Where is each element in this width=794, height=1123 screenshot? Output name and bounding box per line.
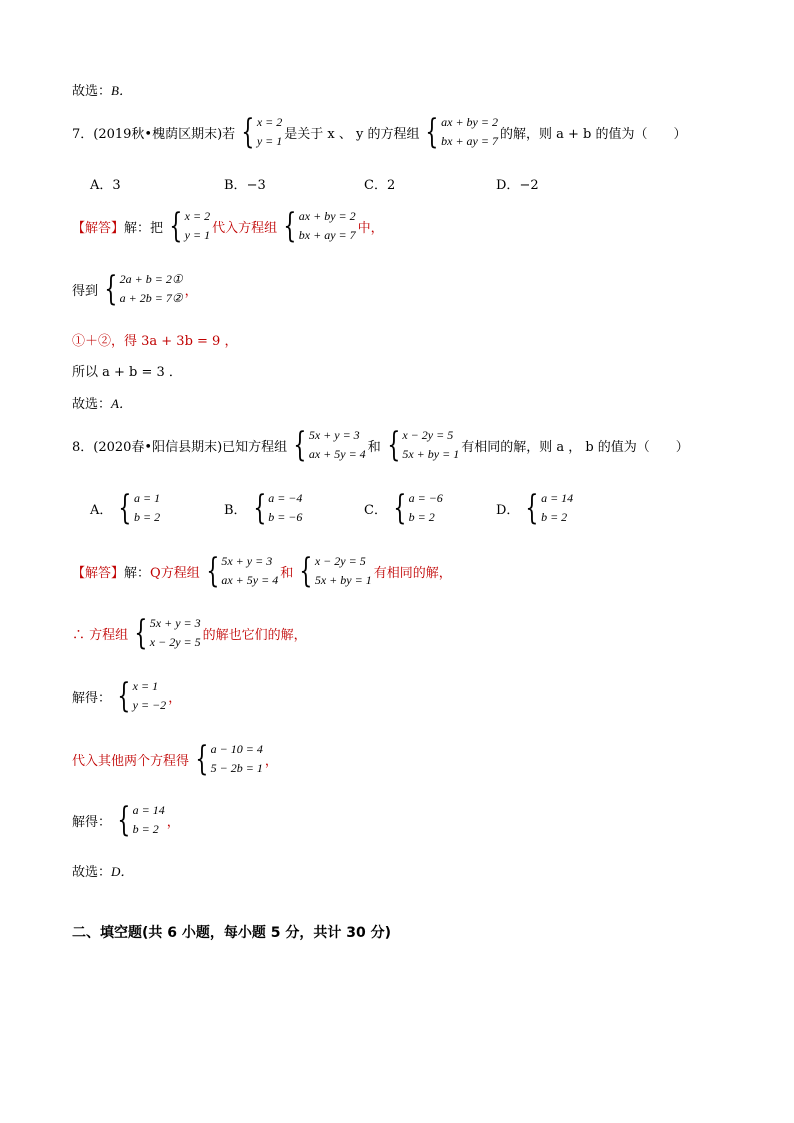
brace-icon: { [387,425,401,465]
equation: bx + ay = 7 [298,228,356,242]
answer-text: 解： [124,565,151,581]
equation: y = −2 [132,698,167,712]
answer-text: 代入其他两个方程得 [72,753,190,769]
equation: x − 2y = 5 [149,635,201,649]
q7-got [72,270,198,308]
solution-system [237,113,282,151]
option-d [496,174,539,193]
equation: 5x + y = 3 [149,616,201,630]
option-letter: C． [364,178,387,193]
q6-final-answer [72,80,132,99]
equation-system [279,207,356,245]
equation: y = 1 [184,228,211,242]
option-system [521,489,573,527]
option-letter: D． [496,502,520,518]
answer-step: 所以 a + b = 3 ． [72,365,182,380]
equation-system [191,740,263,778]
q7-final [72,393,132,412]
section-heading: 二、填空题(共 6 小题，每小题 5 分，共计 30 分) [72,925,392,941]
question-text: 的解，则 a + b 的值为（ ） [499,126,687,142]
final-label: 故选： [72,84,112,99]
answer-text: ， [184,283,198,299]
equation: x = 1 [132,679,159,693]
equation: 5x + y = 3 [221,554,273,568]
question-text: 有相同的解，则 a ， b 的值为（ ） [461,439,689,455]
brace-icon: { [425,112,439,152]
answer-tag: 【解答】 [72,220,125,236]
brace-icon: { [118,488,132,528]
brace-icon: { [169,206,183,246]
option-c [364,174,395,193]
answer-text: ， [166,814,180,830]
brace-icon: { [525,488,539,528]
brace-icon: { [117,676,131,716]
equation: a = 14 [541,491,574,505]
equation: x = 2 [256,115,283,129]
equation-system [130,614,201,652]
final-answer-letter: B． [111,83,132,98]
option-b [224,489,304,527]
equation: 5x + by = 1 [402,447,460,461]
q8-final [72,861,133,880]
answer-text: Q方程组 [150,565,200,581]
question-number: 8． [72,439,94,455]
answer-text: 解：把 [124,220,164,236]
final-answer-letter: A． [111,396,132,411]
option-system [249,489,303,527]
equation: b = 2 [134,510,161,524]
final-label: 故选： [72,397,112,412]
question-source: (2019秋•槐荫区期末)若 [93,126,236,142]
answer-text: 解得： [72,690,112,706]
option-d [496,489,575,527]
equation: 5x + by = 1 [314,573,372,587]
equation: a = 14 [132,803,165,817]
q8-therefore [72,614,307,652]
option-letter: A． [90,178,113,193]
equation-system [421,113,498,151]
q8-solve-2 [72,801,180,839]
option-a [90,489,162,527]
equation-system [295,552,372,590]
equation: a = −6 [408,491,443,505]
brace-icon: { [393,488,407,528]
equation-system [383,426,460,464]
brace-icon: { [206,551,220,591]
brace-icon: { [104,269,118,309]
equation: a + 2b = 7② [119,291,183,305]
option-letter: B． [224,502,247,518]
answer-text: 有相同的解， [373,565,452,581]
option-letter: D． [496,178,520,193]
option-system [114,489,160,527]
question-number: 7． [72,126,94,142]
equation: ax + by = 2 [298,209,356,223]
q8-solve-1 [72,677,181,715]
equation: 5x + y = 3 [308,428,360,442]
option-value: −3 [246,178,266,193]
answer-tag: 【解答】 [72,565,125,581]
equation: ax + 5y = 4 [308,447,366,461]
equation: a = −4 [268,491,303,505]
answer-text: ， [264,753,278,769]
equation: x − 2y = 5 [314,554,366,568]
answer-text: ， [168,690,182,706]
equation: b = 2 [408,510,435,524]
answer-text: 和 [280,565,294,581]
solution-system [165,207,210,245]
equation: x = 2 [184,209,211,223]
solution-system [113,677,166,715]
brace-icon: { [134,613,148,653]
final-answer-letter: D． [111,864,134,879]
final-label: 故选： [72,865,112,880]
equation-system [289,426,366,464]
q7-answer-intro [72,207,384,245]
option-b [224,174,266,193]
equation: ax + by = 2 [441,115,498,129]
option-c [364,489,445,527]
option-value: 2 [386,178,396,193]
equation: x − 2y = 5 [402,428,454,442]
answer-step: ①＋②，得 3a + 3b = 9 ， [72,334,238,349]
equation: y = 1 [256,134,283,148]
brace-icon: { [117,800,131,840]
q8-answer-intro [72,552,452,590]
answer-text: 中， [357,220,384,236]
q7-stem [72,113,686,151]
question-source: (2020春•阳信县期末)已知方程组 [93,439,288,455]
brace-icon: { [299,551,313,591]
equation: a − 10 = 4 [210,742,263,756]
brace-icon: { [283,206,297,246]
brace-icon: { [195,739,209,779]
equation: b = 2 [541,510,568,524]
answer-text: 的解也它们的解， [202,627,307,643]
equation: bx + ay = 7 [441,134,498,148]
brace-icon: { [252,488,266,528]
q8-stem [72,426,689,464]
answer-text: 代入方程组 [212,220,278,236]
solution-system [113,801,165,839]
option-letter: A． [90,502,113,518]
answer-text: 解得： [72,814,112,830]
answer-text: ∴ 方程组 [72,627,129,643]
equation: ax + 5y = 4 [221,573,279,587]
brace-icon: { [293,425,307,465]
option-letter: B． [224,178,247,193]
equation: 5 − 2b = 1 [210,761,263,775]
equation-system [100,270,183,308]
option-a [90,174,121,193]
equation: b = 2 [132,822,159,836]
answer-text: 得到 [72,283,99,299]
option-system [389,489,443,527]
option-value: 3 [112,178,121,193]
equation: b = −6 [268,510,303,524]
brace-icon: { [241,112,255,152]
option-value: −2 [519,178,539,193]
question-text: 和 [367,439,381,455]
equation-system [202,552,279,590]
q8-substitute [72,740,278,778]
equation: a = 1 [134,491,161,505]
option-letter: C． [364,502,387,518]
equation: 2a + b = 2① [119,272,183,286]
question-text: 是关于 x 、 y 的方程组 [284,126,420,142]
